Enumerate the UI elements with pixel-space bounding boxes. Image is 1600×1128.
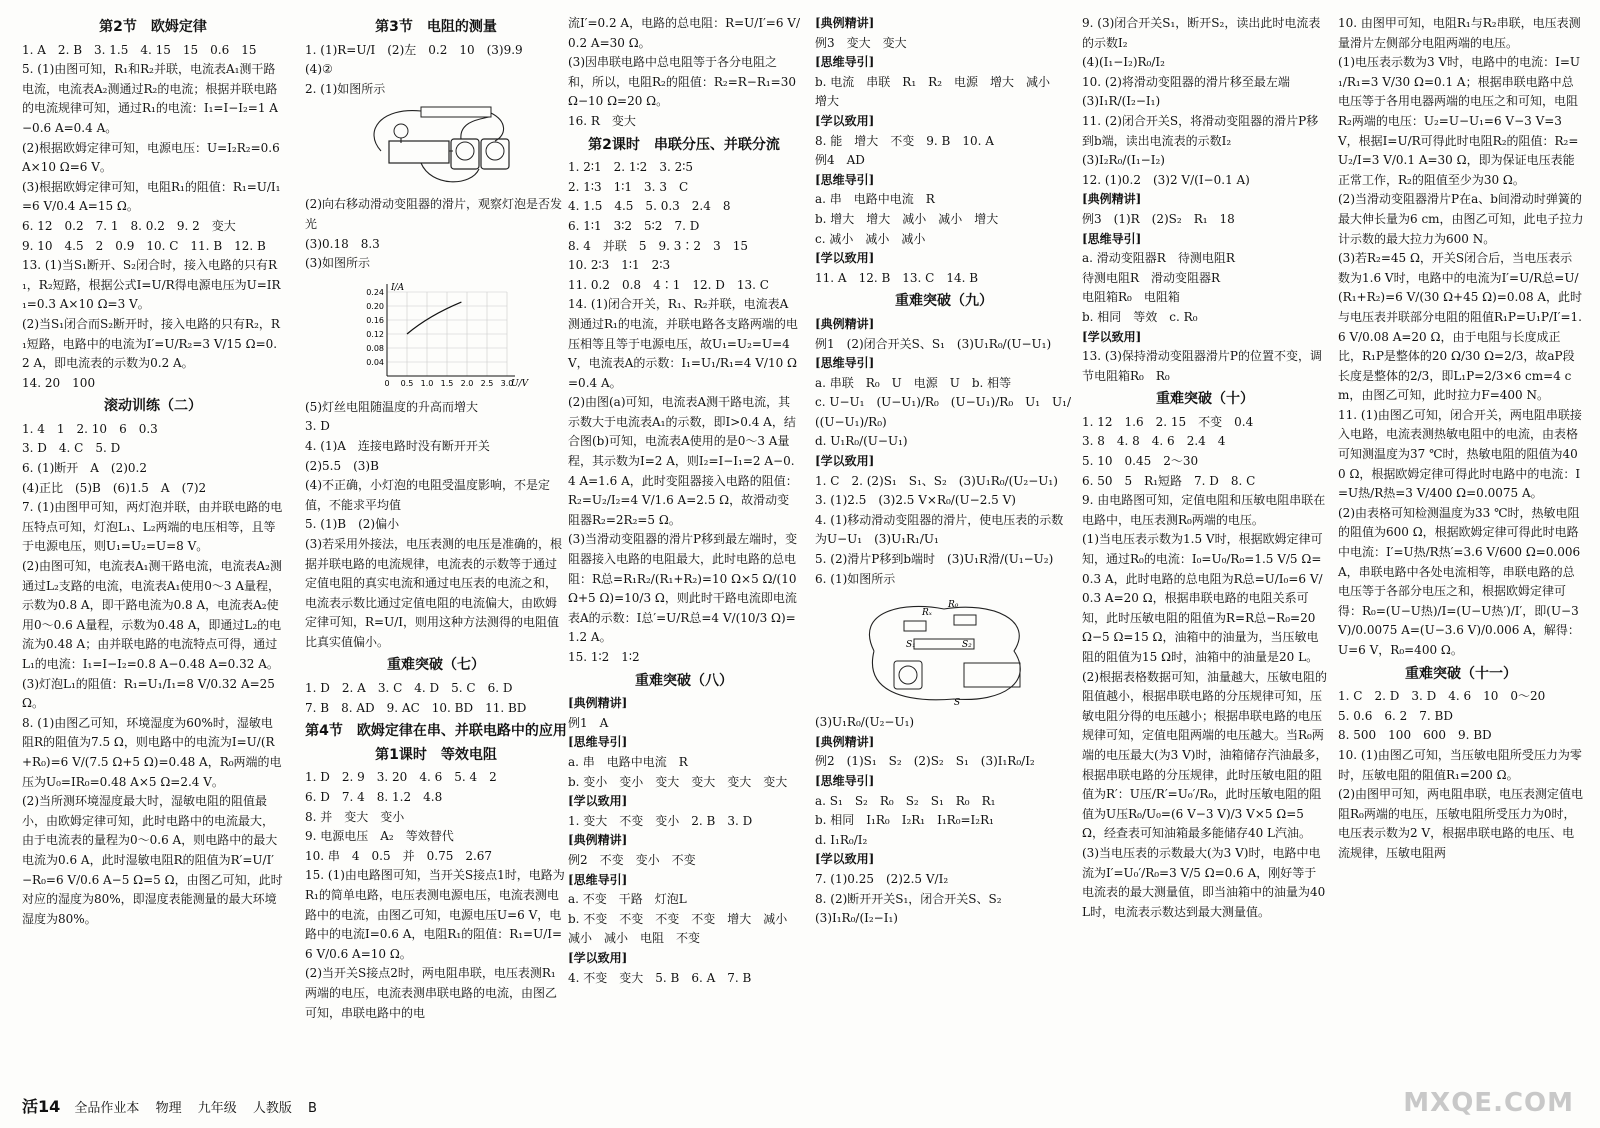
ammeter-dial-icon	[899, 666, 917, 684]
answer-line: 9. (3)闭合开关S₁，断开S₂，读出此时电流表的示数I₂	[1082, 16, 1321, 50]
answer-line: 3. (1)2.5 (3)2.5 V×R₀/(U−2.5 V)	[815, 493, 1016, 508]
bracket-heading: [思维导引]	[568, 872, 628, 887]
answer-line: 11. 0.2 0.8 4∶1 12. D 13. C	[568, 277, 769, 292]
section-heading: 重难突破（八）	[635, 672, 733, 689]
bracket-heading: [典例精讲]	[815, 734, 875, 749]
answer-line: c. U−U₁ (U−U₁)/R₀ (U−U₁)/R₀ U₁ U₁/((U−U₁)/R₀)	[815, 395, 1072, 429]
answer-line: 1. (1)R=U/I (2)左 0.2 10 (3)9.9	[305, 42, 523, 57]
answer-line: 9. 10 4.5 2 0.9 10. C 11. B 12. B	[22, 238, 266, 253]
answer-line: 8. (1)由图乙可知，环境湿度为60%时，湿敏电阻R的阻值为7.5 Ω，则电路中的电流为I=U/(R+R₀)=6 V/(7.5 Ω+5 Ω)=0.48 A，R₀两端的电压为U₀=IR₀=0.48 A×5 Ω=2.4 V。	[22, 715, 282, 789]
answer-line: 1. 12 1.6 2. 15 不变 0.4	[1082, 414, 1254, 429]
bracket-heading: [思维导引]	[815, 172, 875, 187]
resistor-icon	[904, 621, 926, 631]
answer-line: (4)(I₁−I₂)R₀/I₂	[1082, 55, 1165, 70]
answer-line: d. U₁R₀/(U−U₁)	[815, 434, 908, 449]
answer-line: 1. 2∶1 2. 1∶2 3. 2∶5	[568, 160, 693, 175]
circuit-label: S₂	[962, 640, 972, 651]
answer-line: (3)I₁R₀/(I₂−I₁)	[815, 911, 898, 926]
answer-line: (2)根据欧姆定律可知，电源电压：U=I₂R₂=0.6 A×10 Ω=6 V。	[22, 140, 284, 175]
circuit-label: R₀	[948, 600, 959, 611]
grade-name: 九年级	[197, 1101, 237, 1116]
answer-line: 13. (3)保持滑动变阻器滑片P的位置不变，调节电阻箱R₀ R₀	[1082, 349, 1322, 383]
answer-line: 1. 4 1 2. 10 6 0.3	[22, 421, 158, 436]
section-heading: 重难突破（十）	[1156, 391, 1254, 408]
answer-line: b. 电流 串联 R₁ R₂ 电源 增大 减小 增大	[815, 74, 1063, 109]
answer-line: (1)当电压表示数为1.5 V时，根据欧姆定律可知，通过R₀的电流：I₀=U₀/R₀=1.5 V/5 Ω=0.3 A，此时电路的总电阻为R总=U/I₀=6 V/0.3 A=20 Ω，根据串联电路的电阻关系可知，此时压敏电阻的阻值为R=R总−R₀=20 Ω−5 Ω=15 Ω，油箱中的油量为，当压敏电阻的阻值为15 Ω时，油箱中的油量是20 L。	[1082, 532, 1323, 664]
circuit-wires	[374, 111, 504, 182]
answer-line: 6. (1)断开 A (2)0.2	[22, 461, 148, 476]
bracket-heading: [学以致用]	[815, 454, 875, 469]
answer-line: 8. 并 变大 变小	[305, 809, 405, 824]
answer-line: 7. B 8. AD 9. AC 10. BD 11. BD	[305, 700, 527, 715]
column-3	[568, 14, 800, 1094]
answer-line: b. 相同 等效 c. R₀	[1082, 309, 1198, 324]
y-tick-label: 0.16	[366, 315, 384, 325]
answer-line: (3)0.18 8.3	[305, 236, 380, 251]
bracket-heading: [学以致用]	[1082, 329, 1142, 344]
answer-line: 6. 1∶1 3∶2 5∶2 7. D	[568, 218, 700, 233]
answer-line: 2. (1)如图所示	[305, 81, 386, 96]
answer-line: (3)因串联电路中总电阻等于各分电阻之和，所以，电阻R₂的阻值：R₂=R−R₁=30 Ω−10 Ω=20 Ω。	[568, 55, 800, 109]
answer-line: 11. A 12. B 13. C 14. B	[815, 270, 979, 285]
answer-line: 6. (1)如图所示	[815, 571, 896, 586]
answer-line: 9. 电源电压 A₂ 等效替代	[305, 829, 454, 844]
answer-line: 14. (1)闭合开关，R₁、R₂并联，电流表A测通过R₁的电流，并联电路各支路两端的电压相等且等于电源电压，故U₁=U₂=U=4 V，电流表A的示数：I₁=U₁/R₁=4 V/10 Ω=0.4 A。	[568, 297, 798, 390]
answer-line: 5. (1)由图可知，R₁和R₂并联，电流表A₁测干路电流，电流表A₂测通过R₂的电流；根据并联电路的电流规律可知，通过R₁的电流：I₁=I−I₂=1 A−0.6 A=0.4 A。	[22, 62, 278, 135]
answer-line: 5. 0.6 6. 2 7. BD	[1338, 708, 1453, 723]
y-axis-label: I/A	[391, 282, 405, 293]
answer-line: (2)由表格可知检测温度为33 ℃时，热敏电阻的阻值为600 Ω，根据欧姆定律可得此时电路中电流：I′=U热/R热′=3.6 V/600 Ω=0.006 A，串联电路中各处电流相等，串联电路的总电压等于各部分电压之和，根据欧姆定律可得：R₀=(U−U热)/I=(U−U热′)/I′，即(U−3 V)/0.0075 A=(U−3.6 V)/0.006 A，解得：U=6 V，R₀=400 Ω。	[1338, 505, 1585, 657]
page-number: 活14	[22, 1097, 61, 1116]
answer-line: 7. (1)由图甲可知，两灯泡并联，由并联电路的电压特点可知，灯泡L₁、L₂两端的电压相等，且等于电源电压，则U₁=U₂=U=8 V。	[22, 500, 283, 554]
answer-line: (3)当电压表的示数最大(为3 V)时，电路中电流为I′=U₀′/R₀=3 V/5 Ω=0.6 A，刚好等于电流表的最大测量值，即当油箱中的油量为40 L时，电流表示数达到最大测量值。	[1082, 845, 1330, 919]
answer-line: 例2 不变 变小 不变	[568, 852, 696, 867]
answer-line: 5. (2)滑片P移到b端时 (3)U₁R滑/(U₁−U₂)	[815, 552, 1054, 567]
answer-line: (4)②	[305, 62, 333, 77]
answer-line: (4)不正确，小灯泡的电阻受温度影响，不是定值，不能求平均值	[305, 478, 550, 512]
subject-name: 物理	[155, 1101, 182, 1116]
answer-line: 流I′=0.2 A，电路的总电阻：R=U/I′=6 V/0.2 A=30 Ω。	[568, 16, 801, 50]
answer-line: 2. 1∶3 1∶1 3. 3 C	[568, 179, 689, 194]
answer-line: 6. 12 0.2 7. 1 8. 0.2 9. 2 变大	[22, 218, 236, 233]
column-2	[305, 14, 567, 1094]
ammeter-dial-icon	[456, 142, 474, 160]
answer-line: a. S₁ S₂ R₀ S₂ S₁ R₀ R₁	[815, 793, 996, 808]
circuit-figure	[361, 101, 511, 193]
answer-line: 例3 (1)R (2)S₂ R₁ 18	[1082, 211, 1235, 226]
answer-line: 4. 不变 变大 5. B 6. A 7. B	[568, 970, 752, 985]
y-tick-label: 0.04	[366, 357, 384, 367]
answer-line: (2)当开关S接点2时，两电阻串联，电压表测R₁两端的电压，电流表测串联电路的电流，由图乙可知，串联电路中的电	[305, 966, 558, 1020]
answer-line: b. 变小 变小 变大 变大 变大 变大	[568, 774, 788, 789]
answer-line: 9. 由电路图可知，定值电阻和压敏电阻串联在电路中，电压表测R₀两端的电压。	[1082, 493, 1326, 527]
answer-line: 4. (1)移动滑动变阻器的滑片，使电压表的示数为U−U₁ (3)U₁R₁/U₁	[815, 512, 1064, 547]
bracket-heading: [学以致用]	[568, 794, 628, 809]
answer-line: (3)若采用外接法，电压表测的电压是准确的，根据并联电路的电流规律，电流表的示数等于通过定值电阻的真实电流和通过电压表的电流之和，电流表示数比通过定值电阻的电流偏大，由欧姆定律可知，R=U/I，则用这种方法测得的电阻值比真实值偏小。	[305, 536, 562, 649]
answer-line: 3. D 4. C 5. D	[22, 441, 121, 456]
answer-line: (2)根据表格数据可知，油量越大，压敏电阻的阻值越小，根据串联电路的分压规律可知，压敏电阻分得的电压越小；根据串联电路的电压规律可知，定值电阻两端的电压越大。当R₀两端的电压最大(为3 V)时，油箱储存汽油最多，根据串联电路的分压规律，此时压敏电阻的阻值为R′：U压/R′=U₀′/R₀，此时压敏电阻的阻值为U压R₀/U₀=(6 V−3 V)/3 V×5 Ω=5 Ω，经查表可知油箱最多能储存40 L汽油。	[1082, 669, 1328, 841]
answer-line: 7. (1)0.25 (2)2.5 V/I₂	[815, 871, 949, 886]
answer-line: 例2 (1)S₁ S₂ (2)S₂ S₁ (3)I₁R₀/I₂	[815, 754, 1035, 769]
answer-line: 电阻箱R₀ 电阻箱	[1082, 290, 1180, 305]
answer-line: (3)灯泡L₁的阻值：R₁=U₁/I₁=8 V/0.32 A=25 Ω。	[22, 676, 279, 711]
column-6	[1338, 14, 1584, 1094]
answer-line: 例4 AD	[815, 153, 865, 168]
bracket-heading: [思维导引]	[815, 55, 875, 70]
series-name: 全品作业本	[74, 1101, 140, 1116]
answer-line: 8. 能 增大 不变 9. B 10. A	[815, 133, 994, 148]
answer-line: 12. (1)0.2 (3)2 V/(I−0.1 A)	[1082, 172, 1250, 187]
column-5	[1082, 14, 1328, 1094]
section-heading: 重难突破（九）	[895, 293, 993, 310]
circuit-label: S₁	[906, 640, 916, 651]
answer-line: (2)当S₁闭合而S₂断开时，接入电路的只有R₂，R₁短路，电路中的电流为I′=U/R₂=3 V/15 Ω=0.2 A，即电流表的示数为0.2 A。	[22, 316, 280, 371]
answer-line: b. 相同 I₁R₀ I₂R₁ I₁R₀=I₂R₁	[815, 813, 994, 828]
answer-line: (1)电压表示数为3 V时，电路中的电流：I=U₁/R₁=3 V/30 Ω=0.1 A；根据串联电路中总电压等于各用电器两端的电压之和可知，电阻R₂两端的电压：U₂=U−U₁=6 V−3 V=3 V，根据I=U/R可得此时电阻R₂的阻值：R₂=U₂/I=3 V/0.1 A=30 Ω，即为保证电压表能正常工作，R₂的阻值至少为30 Ω。	[1338, 55, 1581, 187]
bracket-heading: [典例精讲]	[568, 696, 628, 711]
answer-line: d. I₁R₀/I₂	[815, 832, 868, 847]
answer-line: 16. R 变大	[568, 113, 636, 128]
x-tick-label: 2.0	[460, 378, 474, 388]
section-heading: 第2课时 串联分压、并联分流	[588, 136, 780, 153]
column-4	[815, 14, 1073, 1094]
answer-line: 10. (1)由图乙可知，当压敏电阻所受压力为零时，压敏电阻的阻值R₁=200 Ω。	[1338, 747, 1582, 782]
answer-line: (3)当滑动变阻器的滑片P移到最左端时，变阻器接入电路的电阻最大，此时电路的总电阻：R总=R₁R₂/(R₁+R₂)=10 Ω×5 Ω/(10 Ω+5 Ω)=10/3 Ω，则此时干路电流即电流表A的示数：I总′=U/R总=4 V/(10/3 Ω)=1.2 A。	[568, 532, 801, 645]
answer-line: (2)由图可知，电流表A₁测干路电流，电流表A₂测通过L₂支路的电流，电流表A₁使用0～3 A量程，示数为0.8 A，即干路电流为0.8 A，电流表A₂使用0～0.6 A量程，示数为0.48 A，即通过L₂的电流为0.48 A；由并联电路的电流特点可得，通过L₁的电流：I₁=I−I₂=0.8 A−0.48 A=0.32 A。	[22, 559, 282, 671]
voltmeter-dial-icon	[486, 142, 504, 160]
answer-line: 14. 20 100	[22, 375, 96, 390]
answer-line: (2)当所测环境湿度最大时，湿敏电阻的阻值最小，由欧姆定律可知，此时电路中的电流最大，由于电流表的量程为0～0.6 A，则电路中的最大电流为0.6 A，此时湿敏电阻R的阻值为R′=U/I′−R₀=6 V/0.6 A−5 Ω=5 Ω，由图乙可知，此时对应的湿度为80%，即湿度表能测量的最大环境湿度为80%。	[22, 794, 283, 926]
y-tick-label: 0.24	[366, 287, 384, 297]
bracket-heading: [思维导引]	[568, 735, 628, 750]
answer-line: 1. C 2. (2)S₁ S₁、S₂ (3)U₁R₀/(U₂−U₁)	[815, 473, 1058, 488]
rheostat-icon	[421, 107, 491, 117]
bracket-heading: [典例精讲]	[568, 833, 628, 848]
bracket-heading: [思维导引]	[815, 774, 875, 788]
answer-line: a. 滑动变阻器R 待测电阻R	[1082, 251, 1235, 266]
ammeter-icon	[894, 661, 922, 689]
answer-line: 8. 500 100 600 9. BD	[1338, 728, 1492, 743]
answer-line: (3)U₁R₀/(U₂−U₁)	[815, 715, 915, 730]
y-tick-label: 0.20	[366, 301, 384, 311]
section-heading: 第4节 欧姆定律在串、并联电路中的应用	[305, 723, 567, 740]
answer-line: (4)正比 (5)B (6)1.5 A (7)2	[22, 480, 207, 495]
answer-line: 1. C 2. D 3. D 4. 6 10 0～20	[1338, 689, 1546, 704]
answer-line: 11. (2)闭合开关S，将滑动变阻器的滑片P移到b端，读出电流表的示数I₂	[1082, 113, 1319, 148]
circuit2-wires	[869, 607, 1020, 700]
column-1	[22, 14, 284, 1094]
bracket-heading: [典例精讲]	[815, 16, 875, 30]
x-axis-label: U/V	[511, 378, 529, 389]
answer-line: 3. 8 4. 8 4. 6 2.4 4	[1082, 434, 1226, 449]
answer-line: a. 串 电路中电流 R	[568, 754, 688, 769]
x-tick-label: 3.0	[500, 378, 514, 388]
circuit-board	[389, 141, 449, 163]
bracket-heading: [典例精讲]	[1082, 192, 1142, 207]
answer-line: 10. 串 4 0.5 并 0.75 2.67	[305, 848, 493, 863]
iu-graph	[351, 276, 529, 396]
watermark-logo: MXQE.COM	[1403, 1088, 1574, 1118]
section-heading: 第3节 电阻的测量	[375, 19, 497, 35]
voltmeter-icon	[481, 139, 509, 169]
answer-line: 6. 50 5 R₁短路 7. D 8. C	[1082, 473, 1256, 488]
section-heading: 重难突破（十一）	[1405, 665, 1517, 682]
iu-curve	[407, 302, 461, 334]
answer-line: (2)5.5 (3)B	[305, 458, 379, 473]
circuit-label: Rₓ	[922, 608, 932, 619]
answer-line: (3)如图所示	[305, 256, 370, 271]
x-tick-label: 0.5	[400, 378, 414, 388]
x-tick-label: 2.5	[480, 378, 494, 388]
answer-line: (2)由图甲可知，两电阻串联，电压表测定值电阻R₀两端的电压，压敏电阻所受压力为0时，电压表示数为2 V，根据串联电路的电压、电流规律，压敏电阻两	[1338, 787, 1583, 860]
answer-line: 10. 2∶3 1∶1 2∶3	[568, 258, 671, 273]
answer-line: (2)当滑动变阻器滑片P在a、b间滑动时弹簧的最大伸长量为6 cm，由图乙可知，此电子拉力计示数的最大拉力为600 N。	[1338, 192, 1584, 246]
answer-line: 1. A 2. B 3. 1.5 4. 15 15 0.6 15	[22, 42, 257, 57]
bracket-heading: [思维导引]	[1082, 231, 1142, 246]
bracket-heading: [学以致用]	[568, 950, 628, 965]
answer-line: 8. 4 并联 5 9. 3∶2 3 15	[568, 238, 748, 253]
answer-line: b. 不变 不变 不变 不变 增大 减小 减小 减小 电阻 不变	[568, 911, 800, 946]
answer-line: (3)I₂R₀/(I₁−I₂)	[1082, 153, 1165, 168]
answer-line: 11. (1)由图乙可知，闭合开关，两电阻串联接入电路，电流表测热敏电阻中的电流，由表格可知测温度为37 ℃时，热敏电阻的阻值为400 Ω，根据欧姆定律可得此时电路中的电流：I=U热/R热=3 V/400 Ω=0.0075 A。	[1338, 407, 1582, 501]
answer-line: 例1 (2)闭合开关S、S₁ (3)U₁R₀/(U−U₁)	[815, 336, 1052, 351]
answer-line: 例1 A	[568, 715, 609, 730]
answer-line: (3)若R₂=45 Ω，开关S闭合后，当电压表示数为1.6 V时，电路中的电流为I′=U/R总=U/(R₁+R₂)=6 V/(30 Ω+45 Ω)=0.08 A，此时与电压表并联部分电阻的阻值R₁P=U₁P/I′=1.6 V/0.08 A=20 Ω，由于电阻与长度成正比，R₁P是整体的20 Ω/30 Ω=2/3，故aP段长度是整体的2/3，即L₁P=2/3×6 cm=4 cm，由图乙可知，此时拉力F=400 N。	[1338, 251, 1583, 403]
x-tick-label: 1.5	[440, 378, 454, 388]
bracket-heading: [学以致用]	[815, 113, 875, 128]
section-heading: 滚动训练（二）	[104, 398, 202, 415]
answer-line: 5. (1)B (2)偏小	[305, 517, 400, 532]
bracket-heading: [典例精讲]	[815, 316, 875, 331]
answer-line: 15. (1)由电路图可知，当开关S接点1时，电路为R₁的简单电路，电压表测电源电压，电流表测电路中的电流，由图乙可知，电源电压U=6 V，电路中的电流I=0.6 A，电阻R₁的阻值：R₁=U/I=6 V/0.6 A=10 Ω。	[305, 868, 565, 961]
answer-line: a. 串 电路中电流 R	[815, 192, 935, 207]
answer-line: b. 增大 增大 减小 减小 增大	[815, 211, 999, 226]
version-letter: B	[308, 1101, 317, 1116]
answer-line: 15. 1∶2 1∶2	[568, 650, 640, 664]
answer-line: 8. (2)断开开关S₁，闭合开关S、S₂	[815, 891, 1002, 906]
answer-line: 1. D 2. A 3. C 4. D 5. C 6. D	[305, 681, 513, 696]
bracket-heading: [思维导引]	[815, 356, 875, 371]
section-heading: 第1课时 等效电阻	[375, 746, 497, 763]
answer-line: 例3 变大 变大	[815, 35, 907, 50]
circuit-label: S	[954, 698, 961, 709]
answer-line: (3)根据欧姆定律可知，电阻R₁的阻值：R₁=U/I₁=6 V/0.4 A=15 Ω。	[22, 179, 281, 214]
bracket-heading: [学以致用]	[815, 852, 875, 867]
answer-line: 6. D 7. 4 8. 1.2 4.8	[305, 790, 443, 805]
answer-line: 4. (1)A 连接电路时没有断开开关	[305, 438, 490, 453]
answer-line: 1. D 2. 9 3. 20 4. 6 5. 4 2	[305, 770, 497, 785]
bracket-heading: [学以致用]	[815, 251, 875, 266]
section-heading: 第2节 欧姆定律	[99, 19, 207, 35]
circuit2-figure	[844, 591, 1044, 711]
answer-line: 1. 变大 不变 变小 2. B 3. D	[568, 813, 753, 828]
section-heading: 重难突破（七）	[387, 657, 485, 674]
x-tick-label: 1.0	[420, 378, 434, 388]
edition-name: 人教版	[252, 1101, 292, 1116]
ammeter-icon	[451, 139, 479, 169]
resistor-icon	[954, 615, 976, 625]
page-footer	[22, 1094, 329, 1117]
y-tick-label: 0.12	[366, 329, 384, 339]
answer-line: c. 减小 减小 减小	[815, 231, 926, 246]
bulb-icon	[394, 124, 408, 138]
answer-line: a. 串联 R₀ U 电源 U b. 相等	[815, 375, 1012, 390]
answer-line: 10. 由图甲可知，电阻R₁与R₂串联，电压表测量滑片左侧部分电阻两端的电压。	[1338, 16, 1581, 50]
answer-line: (5)灯丝电阻随温度的升高而增大	[305, 399, 478, 414]
x-tick-label: 0	[384, 378, 390, 388]
answer-line: 13. (1)当S₁断开、S₂闭合时，接入电路的只有R₁，R₂短路，根据公式I=U/R得电源电压为U=IR₁=0.3 A×10 Ω=3 V。	[22, 258, 281, 312]
answer-line: (2)由图(a)可知，电流表A测干路电流，其示数大于电流表A₁的示数，即I>0.4 A，结合图(b)可知，电流表A使用的是0～3 A量程，其示数为I=2 A，则I₂=I−I₁=2 A−0.4 A=1.6 A，此时变阻器接入电路的阻值：R₂=U₂/I₂=4 V/1.6 A=2.5 Ω，故滑动变阻器R₂=2R₂=5 Ω。	[568, 395, 798, 527]
answer-line: 待测电阻R 滑动变阻器R	[1082, 270, 1221, 285]
answer-line: (2)向右移动滑动变阻器的滑片，观察灯泡是否发光	[305, 197, 562, 231]
y-tick-label: 0.08	[366, 343, 384, 353]
answer-line: (3)I₁R/(I₂−I₁)	[1082, 94, 1161, 109]
answer-line: 10. (2)将滑动变阻器的滑片移至最左端	[1082, 74, 1290, 89]
answer-line: 3. D	[305, 419, 330, 434]
answer-line: a. 不变 干路 灯泡L	[568, 892, 687, 907]
answer-line: 4. 1.5 4.5 5. 0.3 2.4 8	[568, 199, 731, 214]
battery-box-icon	[964, 663, 1020, 687]
answer-line: 5. 10 0.45 2～30	[1082, 454, 1199, 469]
